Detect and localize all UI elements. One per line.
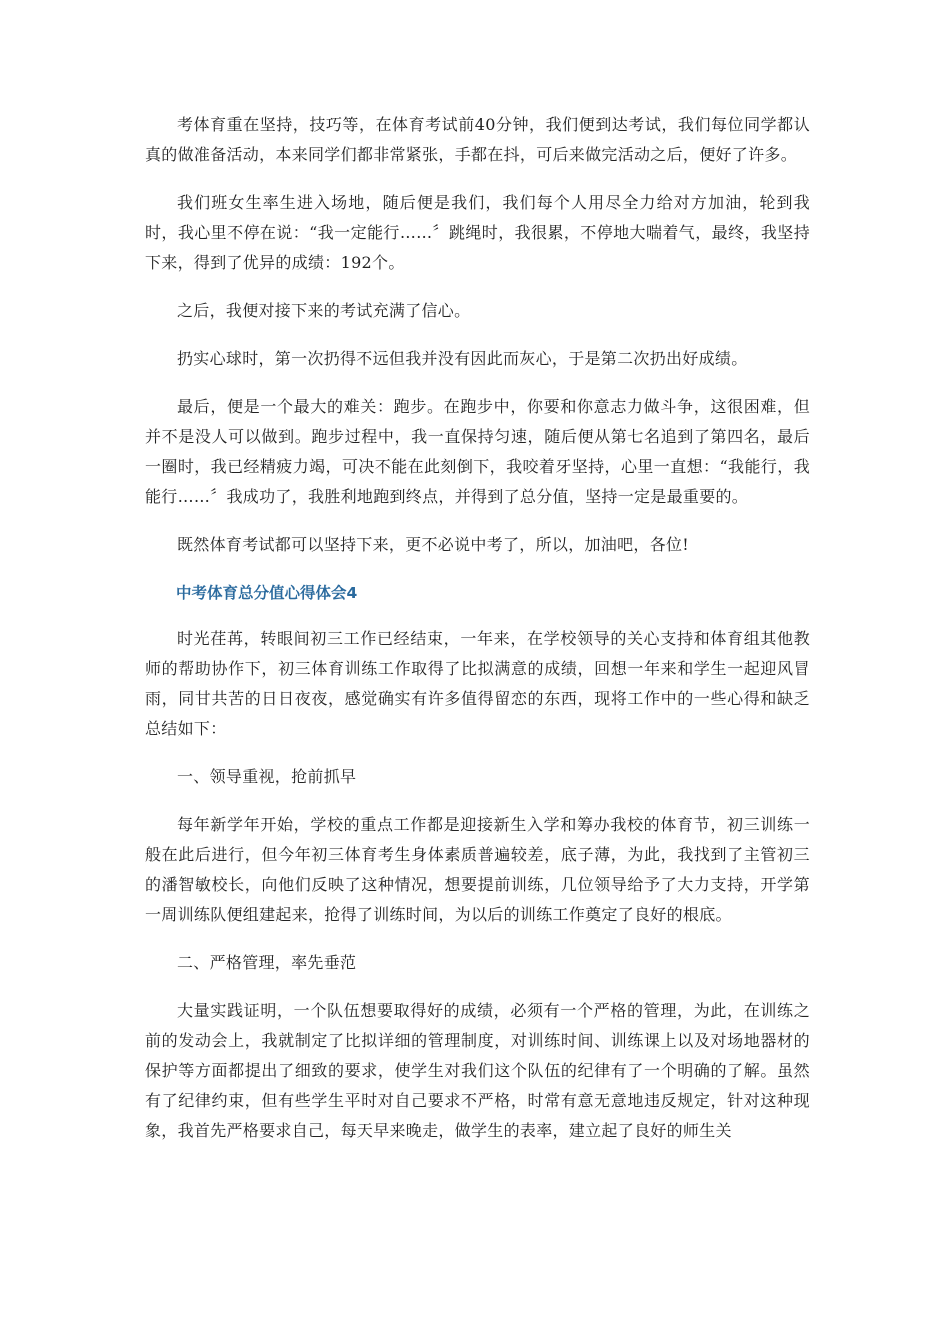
section-heading: 中考体育总分值心得体会4 [176,584,358,602]
subheading: 一、领导重视，抢前抓早 [177,767,357,786]
paragraph: 扔实心球时，第一次扔得不远但我并没有因此而灰心，于是第二次扔出好成绩。 [177,349,748,368]
document-page [145,110,810,1164]
paragraph: 最后，便是一个最大的难关：跑步。在跑步中，你要和你意志力做斗争，这很困难，但并不是没人可以做到。跑步过程中，我一直保持匀速，随后便从第七名追到了第四名，最后一圈时，我已经精疲力竭，可决不能在此刻倒下，我咬着牙坚持，心里一直想：“我能行，我能行……〞我成功了，我胜利地跑到终点，并得到了总分值，坚持一定是最重要的。 [145,397,810,506]
paragraph: 既然体育考试都可以坚持下来，更不必说中考了，所以，加油吧，各位! [177,535,690,554]
subheading: 二、严格管理，率先垂范 [177,953,357,972]
paragraph: 大量实践证明，一个队伍想要取得好的成绩，必须有一个严格的管理，为此，在训练之前的发动会上，我就制定了比拟详细的管理制度，对训练时间、训练课上以及对场地器材的保护等方面都提出了细致的要求，使学生对我们这个队伍的纪律有了一个明确的了解。虽然有了纪律约束，但有些学生平时对自己要求不严格，时常有意无意地违反规定，针对这种现象，我首先严格要求自己，每天早来晚走，做学生的表率，建立起了良好的师生关 [145,1001,810,1140]
paragraph: 我们班女生率生进入场地，随后便是我们，我们每个人用尽全力给对方加油，轮到我时，我心里不停在说：“我一定能行……〞跳绳时，我很累，不停地大喘着气，最终，我坚持下来，得到了优异的成绩：192个。 [145,193,810,272]
paragraph: 考体育重在坚持，技巧等，在体育考试前40分钟，我们便到达考试，我们每位同学都认真的做准备活动，本来同学们都非常紧张，手都在抖，可后来做完活动之后，便好了许多。 [145,115,810,164]
paragraph: 时光荏苒，转眼间初三工作已经结束，一年来，在学校领导的关心支持和体育组其他教师的帮助协作下，初三体育训练工作取得了比拟满意的成绩，回想一年来和学生一起迎风冒雨，同甘共苦的日日夜夜，感觉确实有许多值得留恋的东西，现将工作中的一些心得和缺乏总结如下： [145,629,810,738]
paragraph: 每年新学年开始，学校的重点工作都是迎接新生入学和筹办我校的体育节，初三训练一般在此后进行，但今年初三体育考生身体素质普遍较差，底子薄，为此，我找到了主管初三的潘智敏校长，向他们反映了这种情况，想要提前训练，几位领导给予了大力支持，开学第一周训练队便组建起来，抢得了训练时间，为以后的训练工作奠定了良好的根底。 [145,815,810,924]
paragraph: 之后，我便对接下来的考试充满了信心。 [177,301,471,320]
